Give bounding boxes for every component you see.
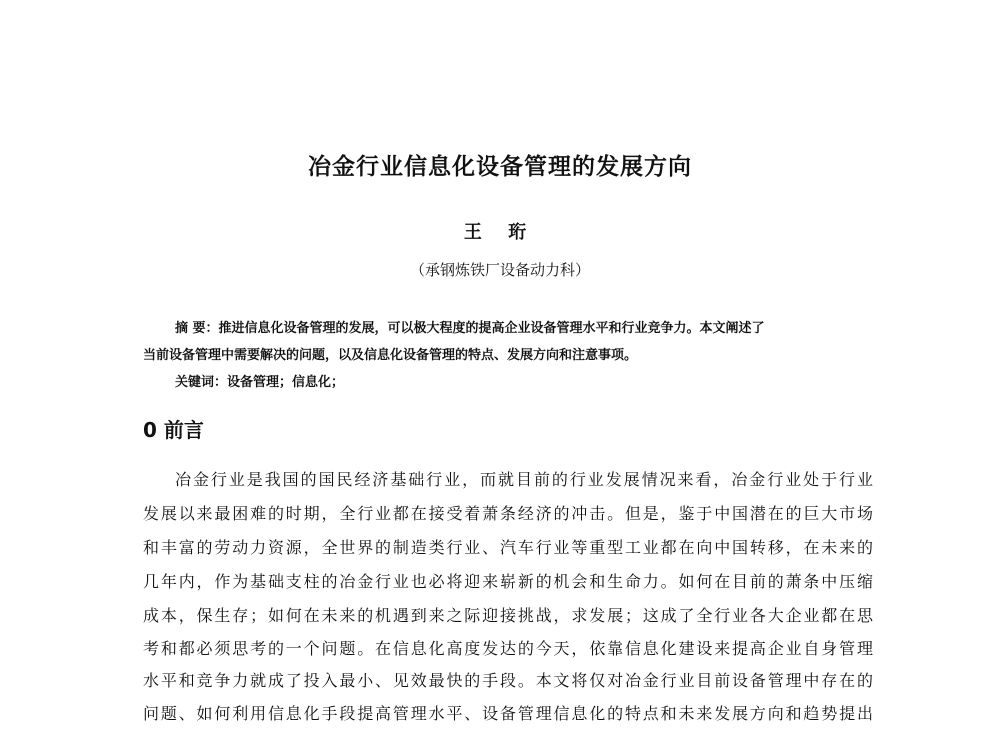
- paper-title: 冶金行业信息化设备管理的发展方向: [308, 154, 692, 180]
- body-line: 和丰富的劳动力资源，全世界的制造类行业、汽车行业等重型工业都在向中国转移，在未来的: [143, 538, 873, 557]
- abstract-label: 摘 要：: [175, 321, 219, 336]
- abstract-line-2: 当前设备管理中需要解决的问题，以及信息化设备管理的特点、发展方向和注意事项。: [143, 348, 638, 363]
- body-line: 问题、如何利用信息化手段提高管理水平、设备管理信息化的特点和未来发展方向和趋势提出: [143, 704, 873, 723]
- body-line: 几年内，作为基础支柱的冶金行业也必将迎来崭新的机会和生命力。如何在目前的萧条中压缩: [143, 572, 873, 591]
- body-line: 冶金行业是我国的国民经济基础行业，而就目前的行业发展情况来看，冶金行业处于行业: [175, 470, 873, 489]
- body-line: 发展以来最困难的时期，全行业都在接受着萧条经济的冲击。但是，鉴于中国潜在的巨大市场: [143, 504, 873, 523]
- keywords: 设备管理；信息化；: [227, 375, 345, 390]
- affiliation: （承钢炼铁厂设备动力科）: [409, 261, 590, 279]
- author: 王 珩: [463, 222, 537, 243]
- abstract-line-1: [143, 317, 873, 336]
- abstract-text: 推进信息化设备管理的发展，可以极大程度的提高企业设备管理水平和行业竞争力。本文阐述了: [218, 321, 765, 336]
- keywords-line: [143, 371, 905, 390]
- body-line: 水平和竞争力就成了投入最小、见效最快的手段。本文将仅对冶金行业目前设备管理中存在的: [143, 671, 873, 690]
- body-line: 成本，保生存；如何在未来的机遇到来之际迎接挑战，求发展；这成了全行业各大企业都在思: [143, 606, 873, 625]
- section-heading: 0 前言: [143, 418, 204, 442]
- body-line: 考和都必须思考的一个问题。在信息化高度发达的今天，依靠信息化建设来提高企业自身管理: [143, 639, 873, 658]
- keywords-label: 关键词：: [175, 375, 228, 390]
